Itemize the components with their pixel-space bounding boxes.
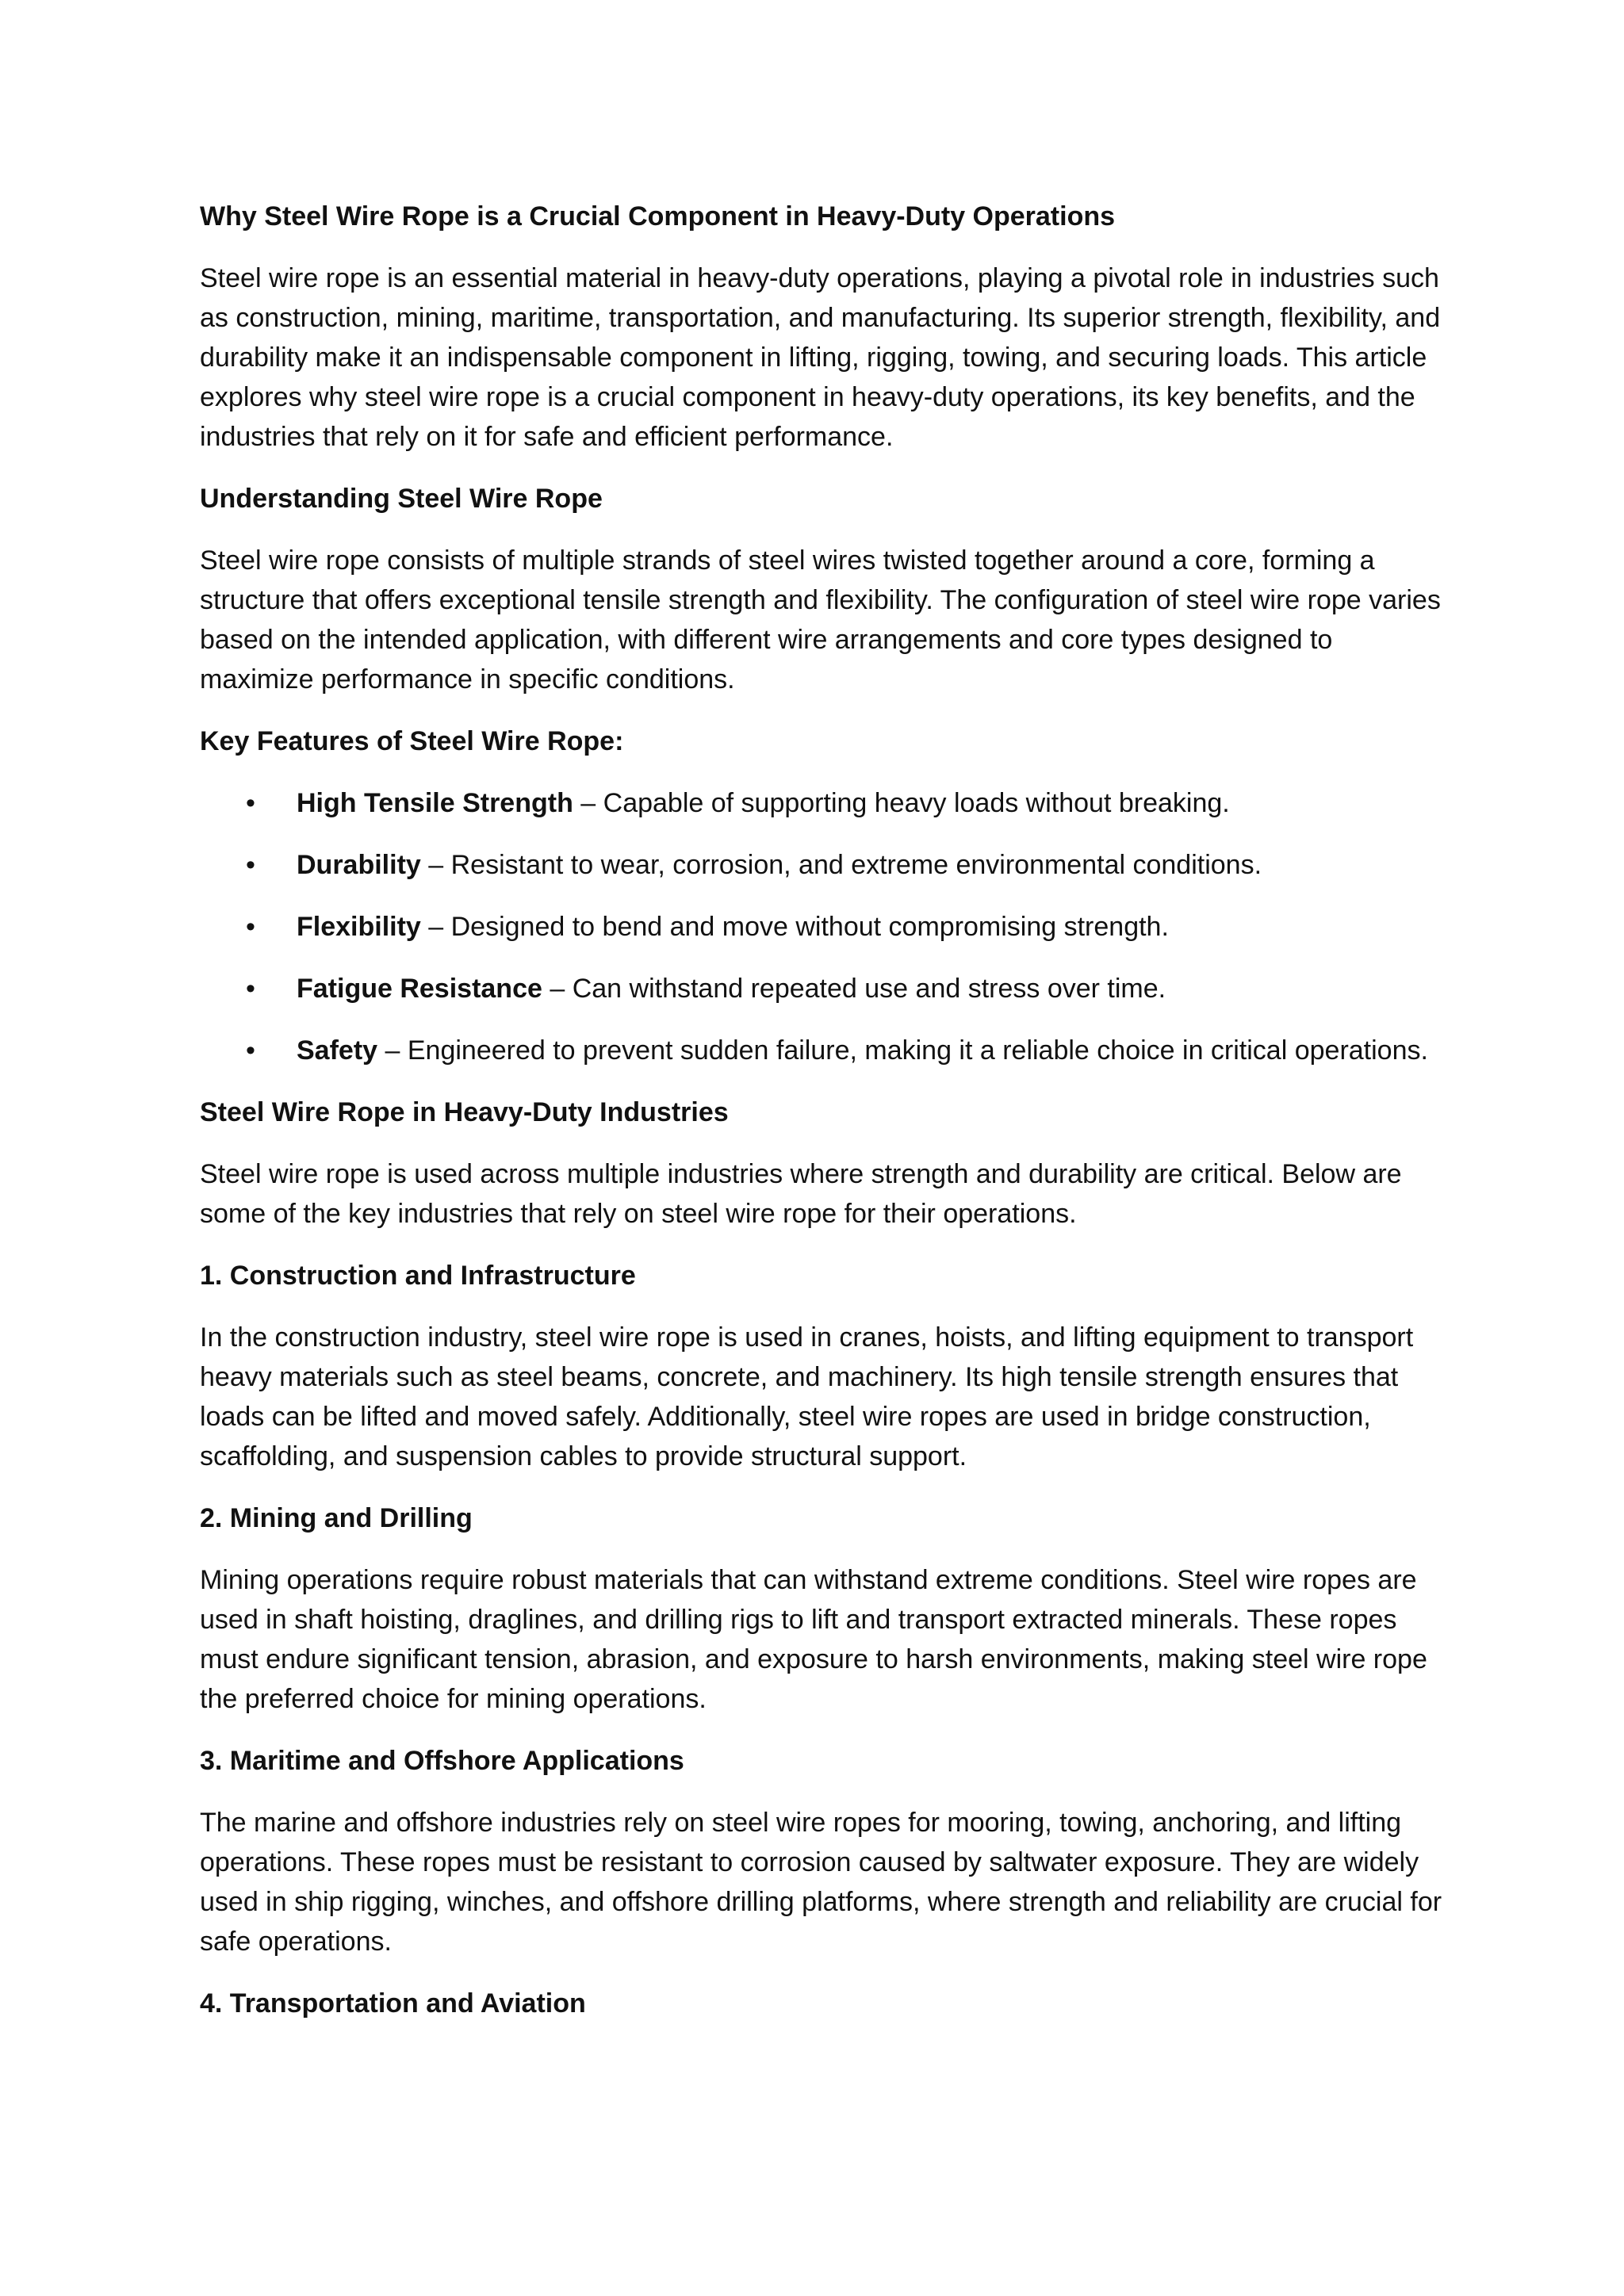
document-page — [200, 197, 1453, 2045]
section-heading-understanding: Understanding Steel Wire Rope — [200, 484, 603, 514]
bullet-icon: • — [246, 912, 255, 942]
list-item — [200, 783, 1453, 823]
list-item — [200, 907, 1453, 947]
feature-description: – Designed to bend and move without compromising strength. — [420, 912, 1169, 942]
section-heading-mining: 2. Mining and Drilling — [200, 1503, 473, 1533]
intro-paragraph: Steel wire rope is an essential material in heavy-duty operations, playing a pivotal role in industries such as construction, mining, maritime, transportation, and manufacturing. Its superior strength, flexibility, and durability make it an indispensable component in lifting, rigging, towing, and securing loads. This article explores why steel wire rope is a crucial component in heavy-duty operations, its key benefits, and the industries that rely on it for safe and efficient performance. — [200, 263, 1441, 452]
feature-description: – Engineered to prevent sudden failure, making it a reliable choice in critical operations. — [377, 1035, 1428, 1066]
feature-description: – Resistant to wear, corrosion, and extreme environmental conditions. — [420, 850, 1262, 880]
feature-term: High Tensile Strength — [297, 788, 573, 818]
section-heading-construction: 1. Construction and Infrastructure — [200, 1261, 636, 1291]
bullet-icon: • — [246, 1035, 255, 1066]
list-item — [200, 969, 1453, 1008]
industries-heading: Steel Wire Rope in Heavy-Duty Industries — [200, 1097, 729, 1127]
section-heading-transportation: 4. Transportation and Aviation — [200, 1988, 586, 2019]
feature-term: Durability — [297, 850, 421, 880]
section-heading-maritime: 3. Maritime and Offshore Applications — [200, 1746, 684, 1776]
features-list — [200, 783, 1453, 1070]
feature-term: Fatigue Resistance — [297, 974, 542, 1004]
bullet-icon: • — [246, 788, 255, 818]
feature-description: – Capable of supporting heavy loads without breaking. — [573, 788, 1230, 818]
understanding-paragraph: Steel wire rope consists of multiple strands of steel wires twisted together around a core, forming a structure that offers exceptional tensile strength and flexibility. The configuration of steel wire rope varies based on the intended application, with different wire arrangements and core types designed to maximize performance in specific conditions. — [200, 545, 1441, 695]
section-paragraph-maritime: The marine and offshore industries rely on steel wire ropes for mooring, towing, anchoring, and lifting operations. These ropes must be resistant to corrosion caused by saltwater exposure. They are widely used in ship rigging, winches, and offshore drilling platforms, where strength and reliability are crucial for safe operations. — [200, 1808, 1442, 1957]
list-item — [200, 1031, 1453, 1070]
section-paragraph-construction: In the construction industry, steel wire rope is used in cranes, hoists, and lifting equipment to transport heavy materials such as steel beams, concrete, and machinery. Its high tensile strength ensures that loads can be lifted and moved safely. Additionally, steel wire ropes are used in bridge construction, scaffolding, and suspension cables to provide structural support. — [200, 1322, 1414, 1471]
feature-term: Flexibility — [297, 912, 421, 942]
section-paragraph-mining: Mining operations require robust materials that can withstand extreme conditions. Steel wire ropes are used in shaft hoisting, draglines, and drilling rigs to lift and transport extracted minerals. These ropes must endure significant tension, abrasion, and exposure to harsh environments, making steel wire rope the preferred choice for mining operations. — [200, 1565, 1427, 1714]
document-title: Why Steel Wire Rope is a Crucial Component in Heavy-Duty Operations — [200, 201, 1116, 232]
feature-term: Safety — [297, 1035, 378, 1066]
industries-paragraph: Steel wire rope is used across multiple industries where strength and durability are critical. Below are some of the key industries that rely on steel wire rope for their operations. — [200, 1159, 1402, 1229]
bullet-icon: • — [246, 974, 255, 1004]
features-heading: Key Features of Steel Wire Rope: — [200, 726, 624, 756]
list-item — [200, 845, 1453, 885]
feature-description: – Can withstand repeated use and stress over time. — [542, 974, 1166, 1004]
bullet-icon: • — [246, 850, 255, 880]
